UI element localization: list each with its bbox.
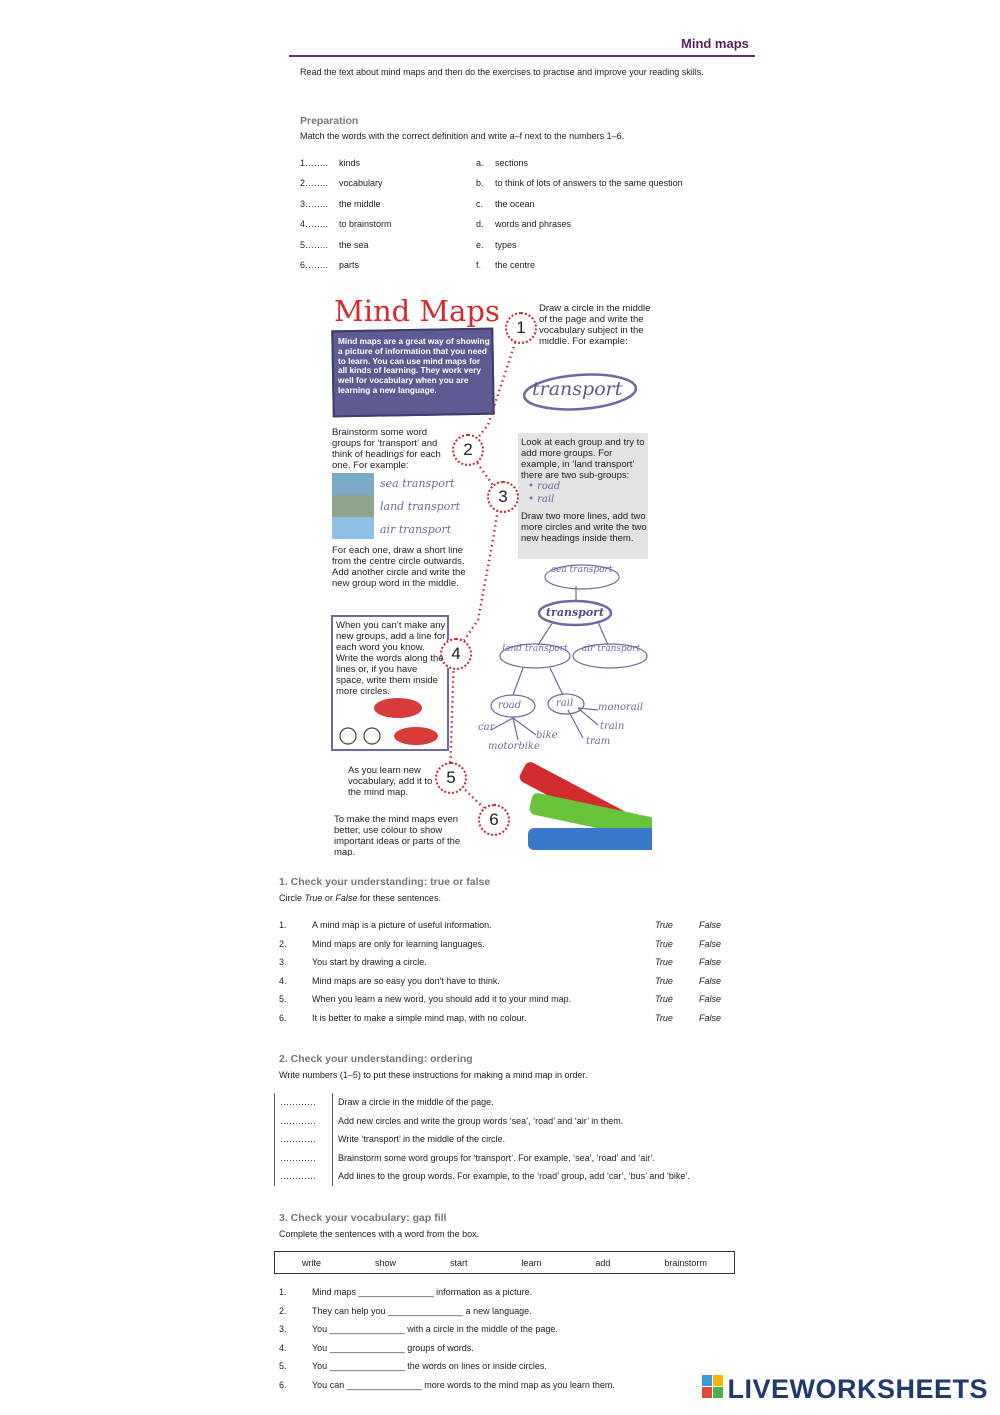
step-number-6: 6 xyxy=(478,804,510,836)
step3-text: Look at each group and try to add more groups. For example, in ‘land transport’ there are two sub-groups: xyxy=(521,437,645,481)
true-option[interactable]: True xyxy=(655,920,673,930)
tf-number: 6. xyxy=(279,1013,287,1023)
ordering-row xyxy=(275,1167,735,1186)
ordering-row xyxy=(275,1130,735,1149)
false-option[interactable]: False xyxy=(699,920,722,930)
tf-statement: Mind maps are so easy you don't have to think. xyxy=(312,975,500,986)
tf-statement: A mind map is a picture of useful information. xyxy=(312,920,492,930)
exercise3-instruction: Complete the sentences with a word from the box. xyxy=(279,1229,480,1239)
ordering-row xyxy=(275,1093,735,1112)
map-centre: transport xyxy=(545,606,605,619)
true-option[interactable]: True xyxy=(655,938,673,949)
word-box xyxy=(274,1251,735,1274)
true-option[interactable]: True xyxy=(655,1013,673,1023)
ordering-instruction: Write ‘transport’ in the middle of the circle. xyxy=(338,1134,506,1145)
order-number-field[interactable]: ………… xyxy=(275,1093,333,1112)
match-number[interactable]: 6…….. xyxy=(300,260,329,270)
definition-text: words and phrases xyxy=(495,219,572,230)
true-option[interactable]: True xyxy=(655,975,673,986)
definition-letter: e. xyxy=(476,239,484,250)
tf-statement: When you learn a new word, you should add it to your mind map. xyxy=(312,994,572,1005)
match-word: to brainstorm xyxy=(339,219,392,230)
order-number-field[interactable]: ………… xyxy=(275,1167,333,1186)
word-box-item: write xyxy=(301,1257,321,1268)
gap-number: 4. xyxy=(279,1342,287,1353)
match-word: vocabulary xyxy=(339,178,383,189)
ordering-instruction: Brainstorm some word groups for ‘transport’. For example, ‘sea’, ‘road’ and ‘air’. xyxy=(338,1152,656,1163)
true-option[interactable]: True xyxy=(655,957,673,968)
gap-number: 6. xyxy=(279,1380,287,1390)
map-train: train xyxy=(600,721,625,732)
preparation-instruction: Match the words with the correct definition and write a–f next to the numbers 1–6. xyxy=(300,131,625,141)
match-word: the sea xyxy=(339,239,369,250)
order-number-field[interactable]: ………… xyxy=(275,1112,333,1131)
definition-text: to think of lots of answers to the same question xyxy=(495,178,683,189)
gap-sentence[interactable]: You _______________ the words on lines or inside circles. xyxy=(312,1361,547,1372)
step-number-1: 1 xyxy=(505,312,537,344)
false-option[interactable]: False xyxy=(699,1013,722,1023)
intro-box-text: Mind maps are a great way of showing a picture of information that you need to learn. You can use mind maps for all kinds of learning. They work very well for vocabulary when you are learning a new language. xyxy=(338,336,490,395)
exercise2-instruction: Write numbers (1–5) to put these instructions for making a mind map in order. xyxy=(279,1070,588,1080)
word-box-item: add xyxy=(595,1257,611,1268)
step-number-3: 3 xyxy=(487,481,519,513)
ordering-instruction: Add new circles and write the group words ‘sea’, ‘road’ and ‘air’ in them. xyxy=(338,1115,624,1126)
exercise3-title: 3. Check your vocabulary: gap fill xyxy=(279,1212,447,1224)
map-road: road xyxy=(498,700,522,711)
step5-text: As you learn new vocabulary, add it to the mind map. xyxy=(348,765,433,798)
definition-letter: f. xyxy=(476,260,482,270)
mind-maps-poster xyxy=(328,290,652,856)
step-number-5: 5 xyxy=(435,762,467,794)
match-word: parts xyxy=(339,260,360,270)
logo-mark-icon xyxy=(702,1375,724,1406)
step2-text: Brainstorm some word groups for ‘transport’ and think of headings for each one. For example: xyxy=(332,427,441,471)
definition-letter: c. xyxy=(476,198,484,209)
tf-number: 3. xyxy=(279,957,287,968)
map-car: car xyxy=(478,722,495,733)
group-air: air transport xyxy=(380,523,452,536)
liveworksheets-logo[interactable] xyxy=(702,1374,988,1406)
definition-letter: b. xyxy=(476,178,484,189)
gap-sentence[interactable]: Mind maps _______________ information as a picture. xyxy=(312,1287,533,1297)
tf-number: 5. xyxy=(279,994,287,1005)
definition-text: the ocean xyxy=(495,198,535,209)
tf-number: 2. xyxy=(279,938,287,949)
map-monorail: monorail xyxy=(598,702,644,713)
tf-statement: It is better to make a simple mind map, with no colour. xyxy=(312,1013,527,1023)
step6-text: To make the mind maps even better, use colour to show important ideas or parts of the map. xyxy=(334,814,461,856)
map-land: land transport xyxy=(502,644,568,654)
preparation-title: Preparation xyxy=(300,115,359,127)
gap-sentence[interactable]: They can help you _______________ a new language. xyxy=(312,1305,532,1316)
tf-statement: Mind maps are only for learning languages. xyxy=(312,938,485,949)
word-box-item: start xyxy=(449,1257,468,1268)
tf-number: 4. xyxy=(279,975,287,986)
map-rail: rail xyxy=(556,698,574,709)
map-tram: tram xyxy=(586,736,611,747)
false-option[interactable]: False xyxy=(699,994,722,1005)
true-option[interactable]: True xyxy=(655,994,673,1005)
map-bike: bike xyxy=(536,730,558,741)
subgroup-road: • road xyxy=(528,481,561,492)
step-number-2: 2 xyxy=(452,434,484,466)
page-title: Mind maps xyxy=(681,36,749,51)
false-option[interactable]: False xyxy=(699,957,722,968)
gap-number: 2. xyxy=(279,1305,287,1316)
step2b-text: For each one, draw a short line from the centre circle outwards. Add another circle and write the new group word in the middle. xyxy=(332,545,466,589)
exercise1-instruction: Circle True or False for these sentences. xyxy=(279,893,441,903)
ordering-row xyxy=(275,1149,735,1168)
match-number[interactable]: 3…….. xyxy=(300,198,329,209)
tf-statement: You start by drawing a circle. xyxy=(312,957,427,968)
gap-sentence[interactable]: You can _______________ more words to the mind map as you learn them. xyxy=(312,1380,615,1390)
ordering-table xyxy=(274,1093,735,1186)
match-number[interactable]: 2…….. xyxy=(300,178,329,189)
step4-text: When you can’t make any new groups, add a line for each word you know. Write the words along the lines or, if you have space, write them inside more circles. xyxy=(336,620,446,697)
transport-label: transport xyxy=(532,378,623,400)
intro-text: Read the text about mind maps and then do the exercises to practise and improve your reading skills. xyxy=(300,67,704,77)
exercise1-title: 1. Check your understanding: true or false xyxy=(279,876,491,888)
match-number[interactable]: 4…….. xyxy=(300,219,329,230)
word-box-item: learn xyxy=(521,1257,542,1268)
exercise2-title: 2. Check your understanding: ordering xyxy=(279,1053,473,1065)
gap-number: 5. xyxy=(279,1361,287,1372)
false-option[interactable]: False xyxy=(699,975,722,986)
ordering-instruction: Draw a circle in the middle of the page. xyxy=(338,1097,494,1108)
header-divider xyxy=(289,55,755,57)
gap-number: 3. xyxy=(279,1324,287,1335)
word-box-item: show xyxy=(374,1257,396,1268)
step3b-text: Draw two more lines, add two more circles and write the two new headings inside them. xyxy=(521,511,647,544)
step1-text: Draw a circle in the middle of the page and write the vocabulary subject in the middle. For example: xyxy=(539,303,651,347)
gap-sentence[interactable]: You _______________ with a circle in the middle of the page. xyxy=(312,1324,558,1335)
order-number-field[interactable]: ………… xyxy=(275,1149,333,1168)
definition-text: types xyxy=(495,239,517,250)
definition-letter: d. xyxy=(476,219,484,230)
logo-text: LIVEWORKSHEETS xyxy=(727,1374,988,1404)
step-number-4: 4 xyxy=(440,638,472,670)
match-number[interactable]: 1…….. xyxy=(300,158,329,168)
group-land: land transport xyxy=(380,500,461,513)
definition-text: the centre xyxy=(495,260,536,270)
definition-text: sections xyxy=(495,158,529,168)
gap-number: 1. xyxy=(279,1287,287,1297)
order-number-field[interactable]: ………… xyxy=(275,1130,333,1149)
map-motorbike: motorbike xyxy=(488,741,540,752)
definition-letter: a. xyxy=(476,158,484,168)
match-word: the middle xyxy=(339,198,381,209)
ordering-row xyxy=(275,1112,735,1131)
match-word: kinds xyxy=(339,158,361,168)
ordering-instruction: Add lines to the group words. For example, to the ‘road’ group, add ‘car’, ‘bus’ and ‘bike’. xyxy=(338,1171,690,1182)
gap-sentence[interactable]: You _______________ groups of words. xyxy=(312,1342,474,1353)
poster-title: Mind Maps xyxy=(334,294,500,328)
word-box-item: brainstorm xyxy=(664,1257,707,1268)
tf-number: 1. xyxy=(279,920,287,930)
match-number[interactable]: 5…….. xyxy=(300,239,329,250)
false-option[interactable]: False xyxy=(699,938,722,949)
map-air: air transport xyxy=(581,644,641,654)
group-sea: sea transport xyxy=(380,477,455,490)
map-sea: sea transport xyxy=(551,565,613,575)
subgroup-rail: • rail xyxy=(528,494,555,505)
